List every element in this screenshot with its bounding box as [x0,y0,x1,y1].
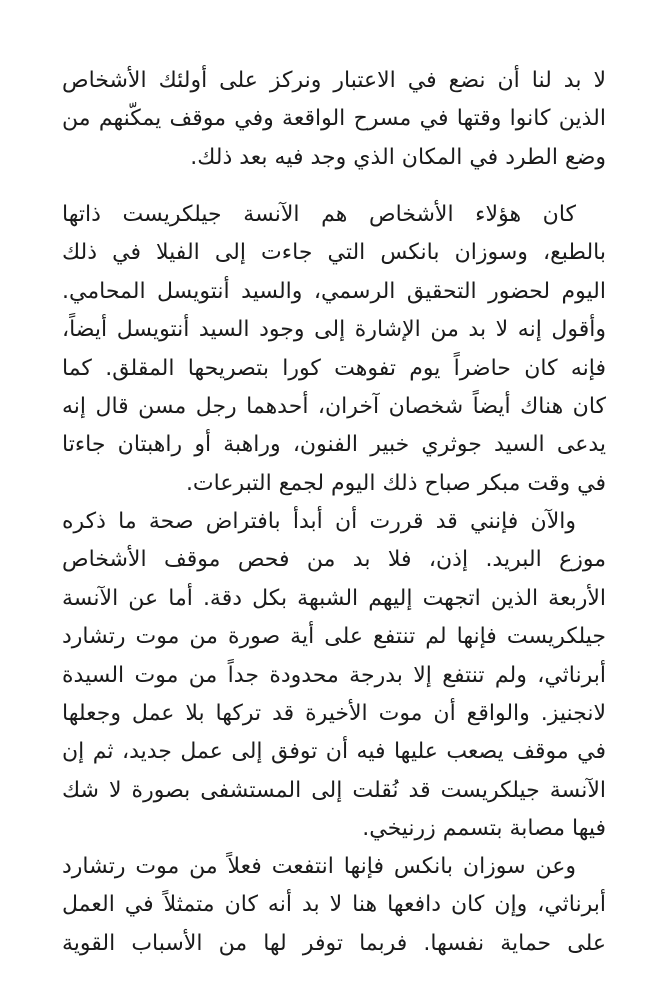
text-line: اليوم لحضور التحقيق الرسمي، والسيد أنتويسل المحامي. [62,278,606,304]
text-line: أبرناثي، ولم تنتفع إلا بدرجة محدودة جداً من موت السيدة [62,662,606,688]
text-line: فإنه كان حاضراً يوم تفوهت كورا بتصريحها المقلق. كما [62,355,606,381]
paragraph-4 [62,848,606,963]
text-line: بالطبع، وسوزان بانكس التي جاءت إلى الفيلا في ذلك [62,240,606,266]
text-line: وضع الطرد في المكان الذي وجد فيه بعد ذلك. [190,144,606,170]
text-line: فيها مصابة بتسمم زرنيخي. [362,816,606,842]
paragraph-1 [62,62,606,177]
text-line: أبرناثي، وإن كان دافعها هنا لا بد أنه كان متمثلاً في العمل [62,892,606,918]
text-line: كان هؤلاء الأشخاص هم الآنسة جيلكريست ذاتها [62,202,576,227]
text-line: جيلكريست فإنها لم تنتفع على أية صورة من موت رتشارد [62,624,606,650]
text-line: والآن فإنني قد قررت أن أبدأ بافتراض صحة ما ذكره [62,509,576,534]
text-line: الأربعة الذين اتجهت إليهم الشبهة بكل دقة. أما عن الآنسة [62,585,606,611]
text-line: وأقول إنه لا بد من الإشارة إلى وجود السيد أنتويسل أيضاً، [62,317,606,343]
text-line: لا بد لنا أن نضع في الاعتبار ونركز على أولئك الأشخاص [62,68,606,93]
text-line: يدعى السيد جوثري خبير الفنون، وراهبة أو راهبتان جاءتا [62,432,606,458]
text-line: في وقت مبكر صباح ذلك اليوم لجمع التبرعات. [185,470,606,496]
text-line: لانجنيز. والواقع أن موت الأخيرة قد تركها بلا عمل وجعلها [62,700,606,726]
text-line: على حماية نفسها. فربما توفر لها من الأسباب القوية [62,930,606,956]
text-line: في موقف يصعب عليها فيه أن توفق إلى عمل جديد، ثم إن [62,739,606,765]
text-line: موزع البريد. إذن، فلا بد من فحص موقف الأشخاص [62,547,606,573]
text-line: كان هناك أيضاً شخصان آخران، أحدهما رجل مسن قال إنه [62,393,606,419]
paragraph-3 [62,503,606,849]
paragraph-2 [62,196,606,503]
text-line: الذين كانوا وقتها في مسرح الواقعة وفي موقف يمكّنهم من [62,106,606,132]
text-line: وعن سوزان بانكس فإنها انتفعت فعلاً من موت رتشارد [62,854,576,879]
text-line: الآنسة جيلكريست قد نُقلت إلى المستشفى بصورة لا شك [62,777,606,803]
